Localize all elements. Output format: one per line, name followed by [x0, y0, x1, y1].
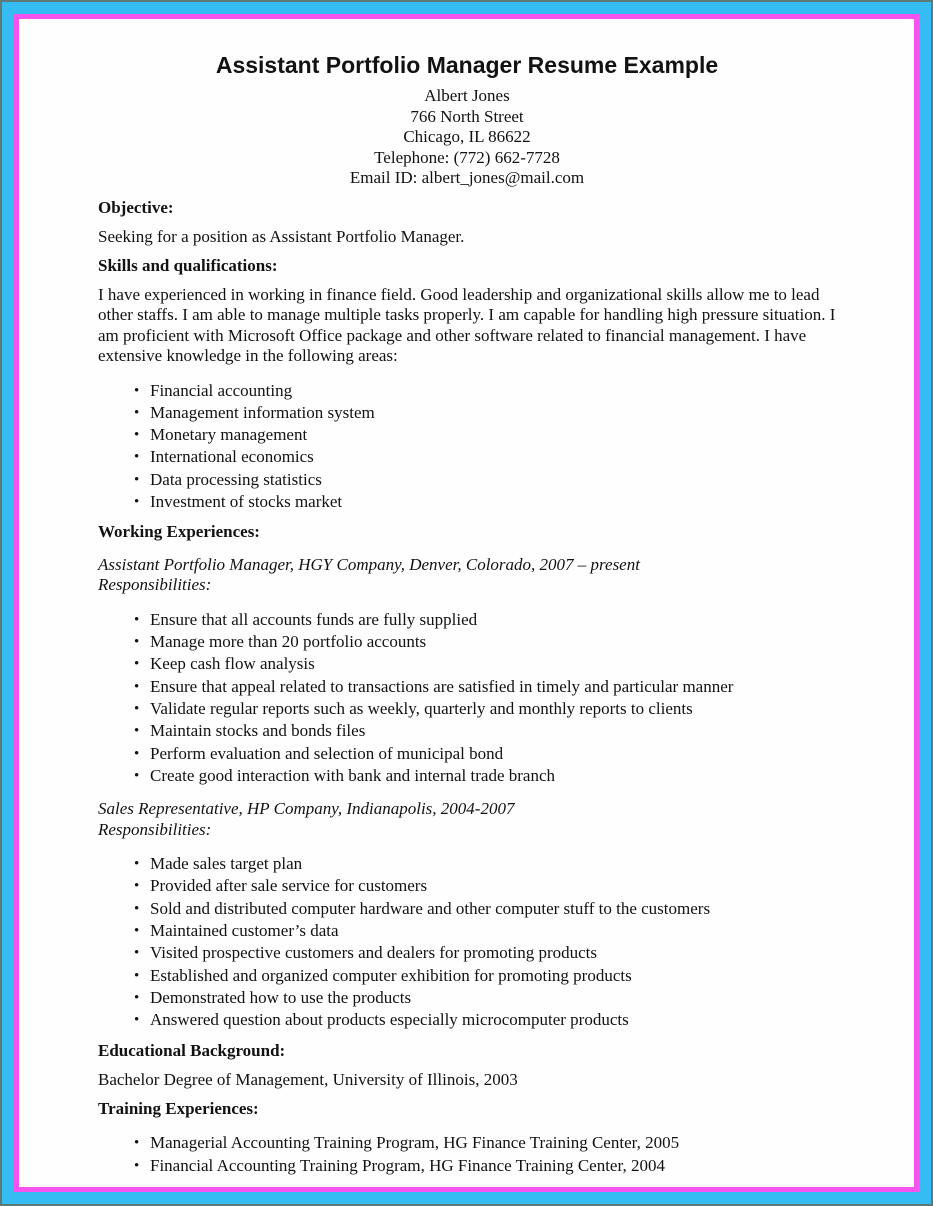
resume-document [19, 19, 914, 1177]
job-1-responsibilities-list [98, 609, 836, 787]
job-1-responsibilities-label: Responsibilities: [98, 575, 212, 595]
list-item: • Perform evaluation and selection of municipal bond [134, 743, 836, 765]
job-1-header [98, 555, 836, 596]
list-item: • Ensure that appeal related to transactions are satisfied in timely and particular manner [134, 676, 836, 698]
list-item: • Monetary management [134, 424, 836, 446]
page-title: Assistant Portfolio Manager Resume Example [215, 52, 719, 78]
contact-name: Albert Jones [424, 86, 510, 105]
list-item: • Answered question about products especially microcomputer products [134, 1009, 836, 1031]
job-2-responsibilities-list [98, 853, 836, 1031]
list-item: • Ensure that all accounts funds are fully supplied [134, 609, 836, 631]
list-item: • Keep cash flow analysis [134, 653, 836, 675]
training-heading: Training Experiences: [98, 1098, 259, 1118]
contact-city: Chicago, IL 86622 [403, 127, 531, 146]
objective-heading: Objective: [98, 197, 174, 217]
skills-heading: Skills and qualifications: [98, 255, 278, 275]
objective-text: Seeking for a position as Assistant Portfolio Manager. [98, 226, 465, 246]
education-text: Bachelor Degree of Management, University of Illinois, 2003 [98, 1069, 518, 1089]
list-item: • Provided after sale service for customers [134, 875, 836, 897]
list-item: • Financial accounting [134, 380, 836, 402]
working-experiences-heading: Working Experiences: [98, 522, 260, 542]
list-item: • Financial Accounting Training Program, HG Finance Training Center, 2004 [134, 1155, 836, 1177]
list-item: • Made sales target plan [134, 853, 836, 875]
job-1-title-line: Assistant Portfolio Manager, HGY Company, Denver, Colorado, 2007 – present [98, 554, 640, 574]
list-item: • Demonstrated how to use the products [134, 987, 836, 1009]
list-item: • Visited prospective customers and dealers for promoting products [134, 942, 836, 964]
list-item: • Managerial Accounting Training Program, HG Finance Training Center, 2005 [134, 1132, 836, 1154]
list-item: • International economics [134, 446, 836, 468]
training-list [98, 1132, 836, 1177]
contact-block [98, 86, 836, 189]
skills-list [98, 380, 836, 514]
list-item: • Management information system [134, 402, 836, 424]
skills-paragraph: I have experienced in working in finance field. Good leadership and organizational skills allow me to lead other staffs. I am able to manage multiple tasks properly. I am capable for handling high pressure situation. I am proficient with Microsoft Office package and other software related to financial management. I have extensive knowledge in the following areas: [98, 284, 836, 366]
decorative-magenta-frame [14, 14, 919, 1192]
list-item: • Validate regular reports such as weekly, quarterly and monthly reports to clients [134, 698, 836, 720]
job-2-responsibilities-label: Responsibilities: [98, 819, 212, 839]
job-2-title-line: Sales Representative, HP Company, Indianapolis, 2004-2007 [98, 799, 515, 819]
contact-email: Email ID: albert_jones@mail.com [349, 168, 585, 187]
education-heading: Educational Background: [98, 1040, 286, 1060]
contact-telephone: Telephone: (772) 662-7728 [374, 147, 560, 167]
list-item: • Manage more than 20 portfolio accounts [134, 631, 836, 653]
list-item: • Data processing statistics [134, 469, 836, 491]
list-item: • Maintain stocks and bonds files [134, 720, 836, 742]
job-2-header [98, 799, 836, 840]
contact-street: 766 North Street [410, 106, 524, 126]
list-item: • Sold and distributed computer hardware and other computer stuff to the customers [134, 898, 836, 920]
list-item: • Maintained customer’s data [134, 920, 836, 942]
list-item: • Established and organized computer exhibition for promoting products [134, 965, 836, 987]
list-item: • Create good interaction with bank and internal trade branch [134, 765, 836, 787]
list-item: • Investment of stocks market [134, 491, 836, 513]
